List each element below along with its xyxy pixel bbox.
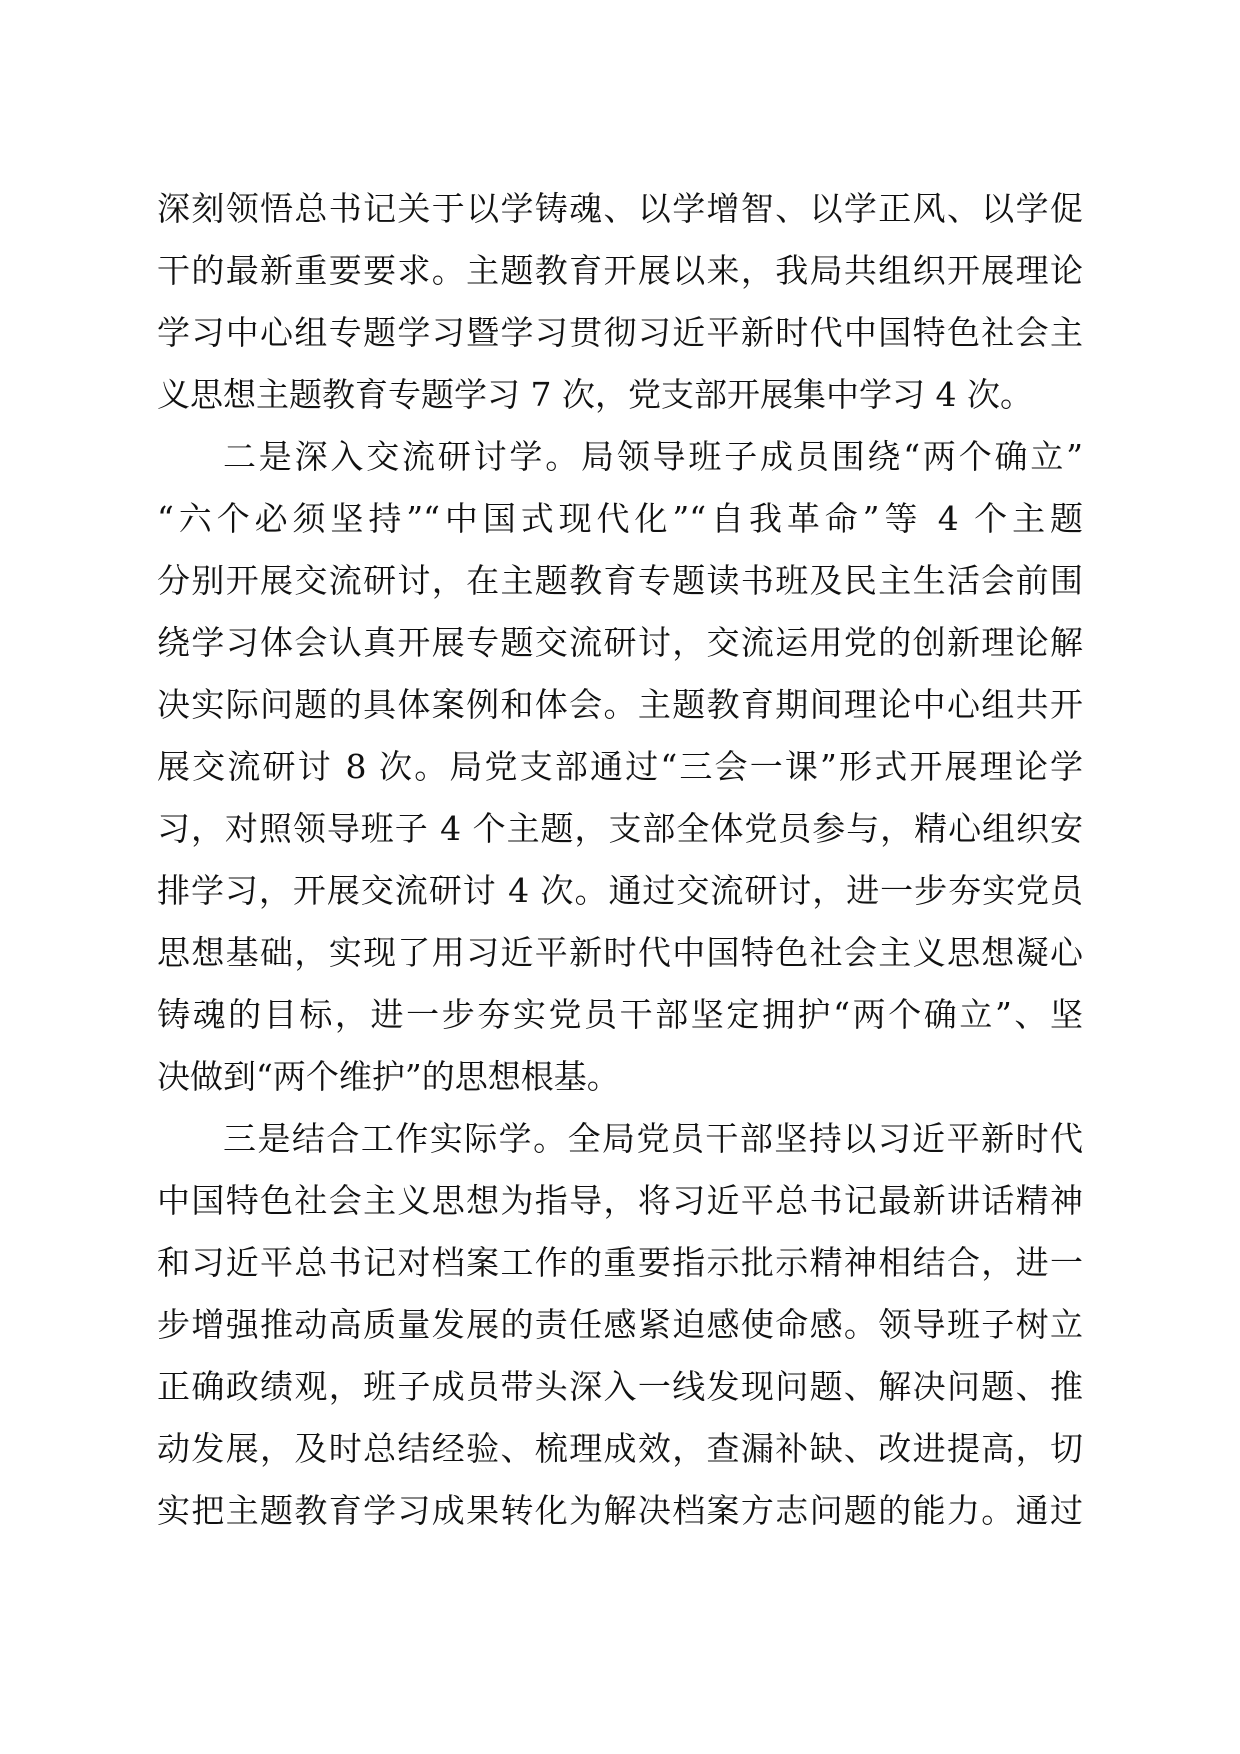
paragraph-exchange-discussion [157, 426, 1083, 1108]
text-line: 义思想主题教育专题学习 7 次，党支部开展集中学习 4 次。 [157, 375, 1033, 414]
text-line: 铸魂的目标，进一步夯实党员干部坚定拥护“两个确立”、坚 [157, 995, 1083, 1034]
text-line: 干的最新重要要求。主题教育开展以来，我局共组织开展理论 [157, 251, 1083, 290]
text-line: 中国特色社会主义思想为指导，将习近平总书记最新讲话精神 [157, 1181, 1083, 1220]
text-line: 决实际问题的具体案例和体会。主题教育期间理论中心组共开 [157, 685, 1083, 724]
paragraph-continuation [157, 178, 1083, 426]
text-line: 展交流研讨 8 次。局党支部通过“三会一课”形式开展理论学 [157, 747, 1083, 786]
document-body [157, 178, 1083, 1542]
text-line: 步增强推动高质量发展的责任感紧迫感使命感。领导班子树立 [157, 1305, 1083, 1344]
text-line: 实把主题教育学习成果转化为解决档案方志问题的能力。通过 [157, 1491, 1083, 1530]
text-line: 分别开展交流研讨，在主题教育专题读书班及民主生活会前围 [157, 561, 1083, 600]
text-line: 决做到“两个维护”的思想根基。 [157, 1057, 620, 1096]
text-line: 三是结合工作实际学。全局党员干部坚持以习近平新时代 [223, 1119, 1083, 1158]
text-line: 习，对照领导班子 4 个主题，支部全体党员参与，精心组织安 [157, 809, 1083, 848]
text-line: “六个必须坚持”“中国式现代化”“自我革命”等 4 个主题 [157, 499, 1083, 538]
text-line: 动发展，及时总结经验、梳理成效，查漏补缺、改进提高，切 [157, 1429, 1083, 1468]
text-line: 思想基础，实现了用习近平新时代中国特色社会主义思想凝心 [157, 933, 1083, 972]
paragraph-work-practice [157, 1108, 1083, 1542]
text-line: 正确政绩观，班子成员带头深入一线发现问题、解决问题、推 [157, 1367, 1083, 1406]
text-line: 绕学习体会认真开展专题交流研讨，交流运用党的创新理论解 [157, 623, 1083, 662]
text-line: 二是深入交流研讨学。局领导班子成员围绕“两个确立” [223, 437, 1083, 476]
text-line: 排学习，开展交流研讨 4 次。通过交流研讨，进一步夯实党员 [157, 871, 1083, 910]
text-line: 深刻领悟总书记关于以学铸魂、以学增智、以学正风、以学促 [157, 189, 1083, 228]
text-line: 学习中心组专题学习暨学习贯彻习近平新时代中国特色社会主 [157, 313, 1083, 352]
text-line: 和习近平总书记对档案工作的重要指示批示精神相结合，进一 [157, 1243, 1083, 1282]
